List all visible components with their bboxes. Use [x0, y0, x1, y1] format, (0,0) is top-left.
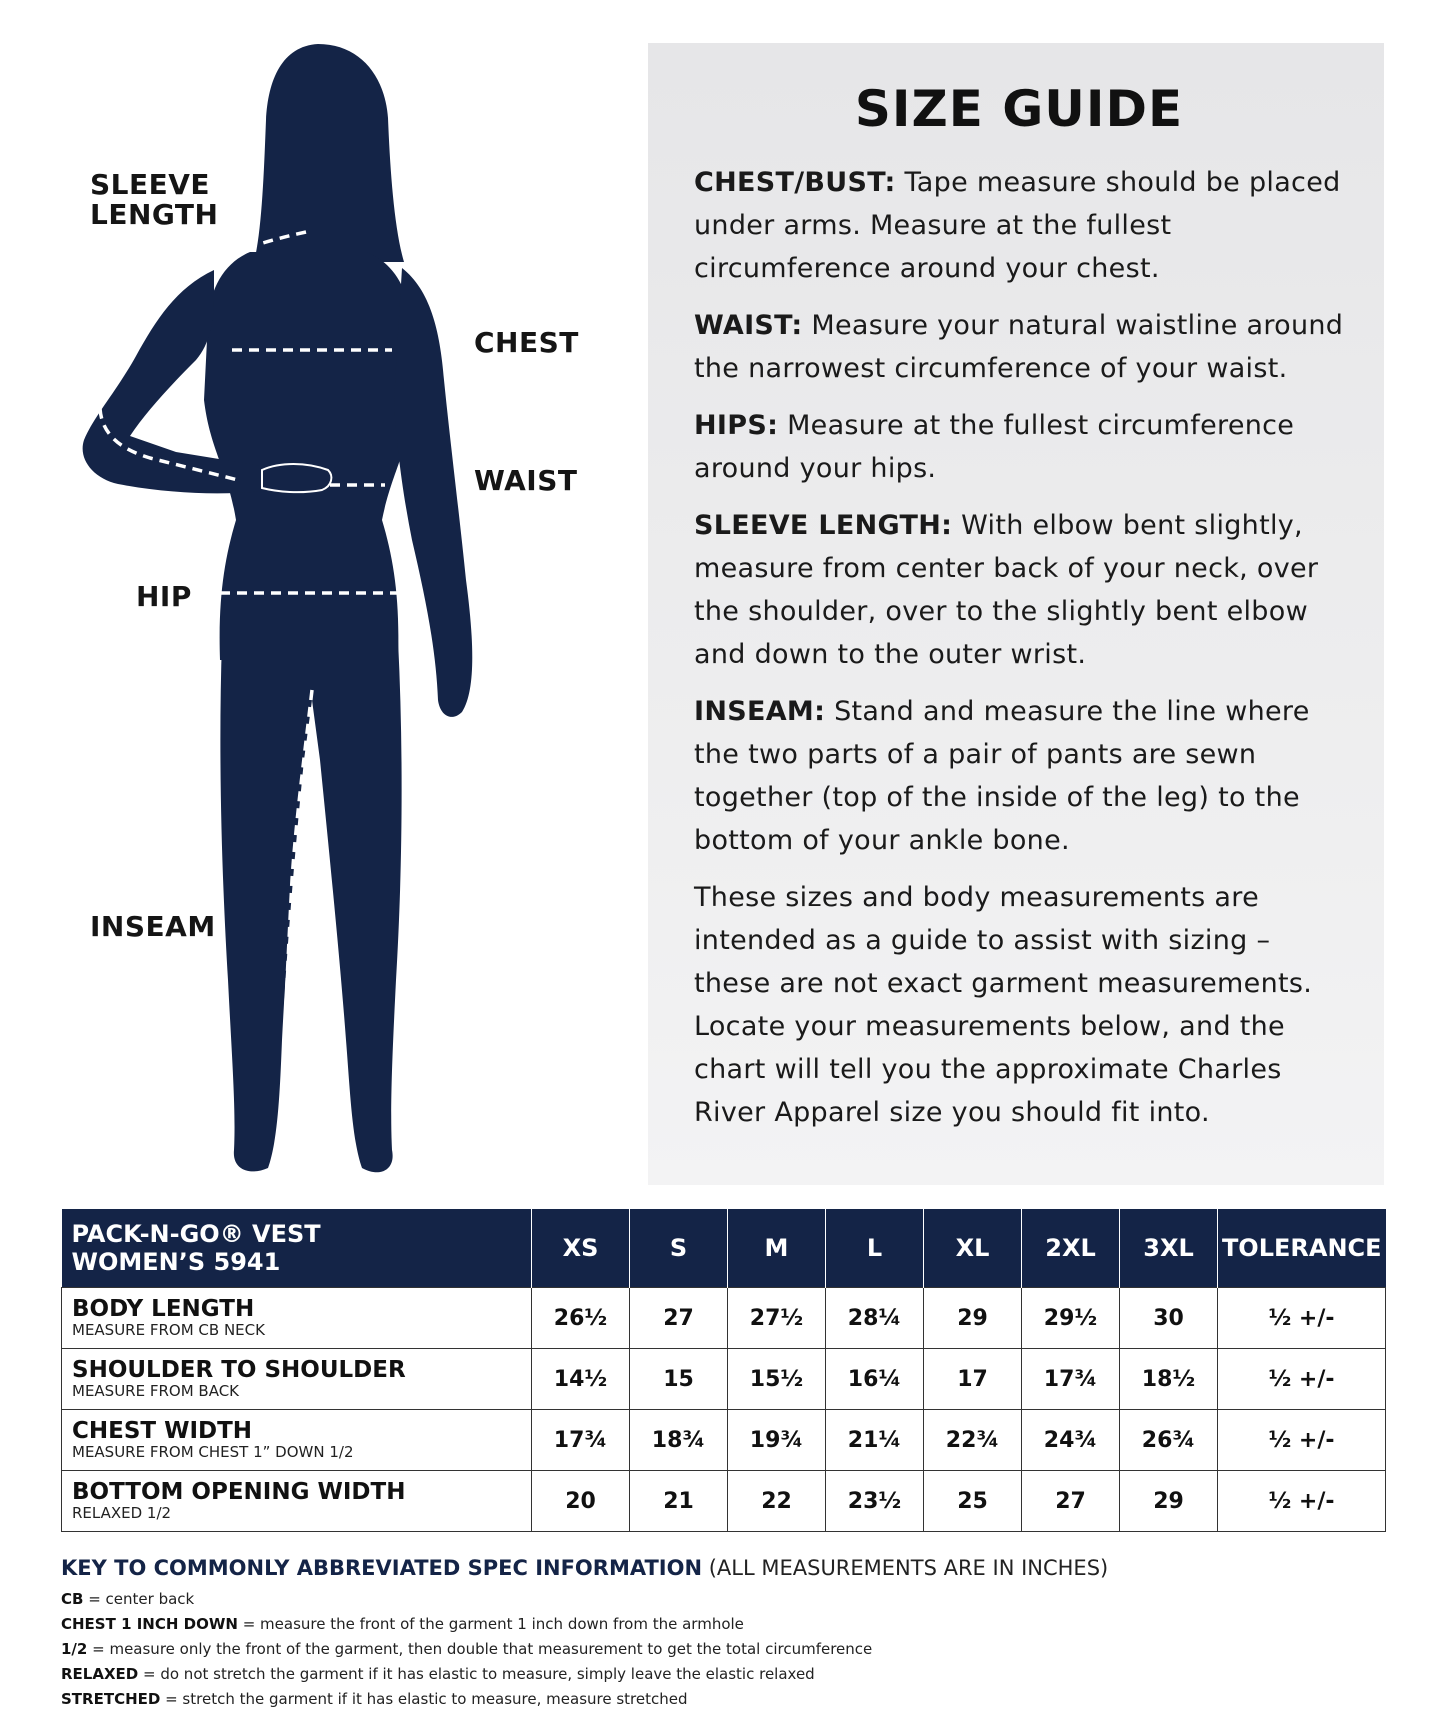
figure-hand — [262, 464, 331, 492]
guide-text: Measure your natural waistline around the narrowest circumference of your waist. — [694, 310, 1344, 384]
table-cell: 17 — [924, 1349, 1022, 1410]
table-cell: 22 — [728, 1471, 826, 1532]
size-header-s: S — [630, 1209, 728, 1288]
figure-hanging-arm — [394, 268, 472, 717]
figure-torso — [204, 252, 412, 660]
table-cell: 26¾ — [1120, 1410, 1218, 1471]
label-hip: HIP — [136, 580, 192, 613]
table-cell: 28¼ — [826, 1288, 924, 1349]
table-cell: 29½ — [1022, 1288, 1120, 1349]
guide-disclaimer: These sizes and body measurements are intended as a guide to assist with sizing – these are not exact garment measurements. Locate your measurements below, and the chart will tell you the approximate Charles River Apparel size you should fit into. — [694, 882, 1313, 1128]
table-cell: 16¼ — [826, 1349, 924, 1410]
guide-item-inseam — [694, 690, 1344, 862]
guide-text: Stand and measure the line where the two parts of a pair of pants are sewn together (top of the inside of the leg) to the bottom of your ankle bone. — [694, 696, 1310, 856]
key-entry: CHEST 1 INCH DOWN = measure the front of the garment 1 inch down from the armhole — [61, 1615, 744, 1633]
table-header-row — [62, 1209, 1386, 1288]
body-figure-illustration — [0, 0, 650, 1200]
table-cell: 15 — [630, 1349, 728, 1410]
spec-table — [61, 1209, 1386, 1532]
table-cell: 25 — [924, 1471, 1022, 1532]
table-row — [62, 1410, 1386, 1471]
table-cell: 19¾ — [728, 1410, 826, 1471]
guide-term: WAIST: — [694, 310, 803, 341]
figure-legs — [220, 640, 401, 1172]
guide-text: With elbow bent slightly, measure from center back of your neck, over the shoulder, over to the slightly bent elbow and down to the outer wrist. — [694, 510, 1319, 670]
label-sleeve-length: SLEEVE LENGTH — [90, 168, 219, 231]
size-header-3xl: 3XL — [1120, 1209, 1218, 1288]
key-title-note: (ALL MEASUREMENTS ARE IN INCHES) — [702, 1556, 1109, 1580]
size-header-l: L — [826, 1209, 924, 1288]
table-cell: 20 — [532, 1471, 630, 1532]
table-cell: 24¾ — [1022, 1410, 1120, 1471]
table-cell: 30 — [1120, 1288, 1218, 1349]
table-cell: 27 — [1022, 1471, 1120, 1532]
product-name-header: PACK-N-GO® VEST WOMEN’S 5941 — [62, 1209, 532, 1288]
row-label: BODY LENGTH MEASURE FROM CB NECK — [62, 1288, 532, 1349]
tolerance-header: TOLERANCE — [1218, 1209, 1386, 1288]
table-row — [62, 1471, 1386, 1532]
table-row — [62, 1349, 1386, 1410]
table-cell: 17¾ — [532, 1410, 630, 1471]
key-entry: CB = center back — [61, 1590, 195, 1608]
table-cell: 17¾ — [1022, 1349, 1120, 1410]
table-cell: 18¾ — [630, 1410, 728, 1471]
guide-item-sleeve-length — [694, 504, 1344, 676]
table-cell: 27 — [630, 1288, 728, 1349]
guide-item-waist — [694, 304, 1344, 390]
tolerance-cell: ½ +/- — [1218, 1471, 1386, 1532]
size-header-m: M — [728, 1209, 826, 1288]
key-entry: RELAXED = do not stretch the garment if it has elastic to measure, simply leave the elastic relaxed — [61, 1665, 815, 1683]
tolerance-cell: ½ +/- — [1218, 1288, 1386, 1349]
guide-term: CHEST/BUST: — [694, 167, 896, 198]
table-cell: 22¾ — [924, 1410, 1022, 1471]
key-entry: 1/2 = measure only the front of the garment, then double that measurement to get the total circumference — [61, 1640, 873, 1658]
key-title: KEY TO COMMONLY ABBREVIATED SPEC INFORMATION (ALL MEASUREMENTS ARE IN INCHES) — [61, 1556, 1109, 1580]
table-cell: 29 — [1120, 1471, 1218, 1532]
size-header-2xl: 2XL — [1022, 1209, 1120, 1288]
table-cell: 26½ — [532, 1288, 630, 1349]
label-chest: CHEST — [474, 326, 579, 359]
label-waist: WAIST — [474, 464, 578, 497]
table-cell: 15½ — [728, 1349, 826, 1410]
table-cell: 18½ — [1120, 1349, 1218, 1410]
row-label: CHEST WIDTH MEASURE FROM CHEST 1” DOWN 1/2 — [62, 1410, 532, 1471]
table-cell: 21¼ — [826, 1410, 924, 1471]
guide-text: Measure at the fullest circumference around your hips. — [694, 410, 1295, 484]
guide-item-hips — [694, 404, 1344, 490]
size-guide-title: SIZE GUIDE — [854, 80, 1184, 138]
row-label: SHOULDER TO SHOULDER MEASURE FROM BACK — [62, 1349, 532, 1410]
guide-text: Tape measure should be placed under arms. Measure at the fullest circumference around your chest. — [694, 167, 1341, 284]
guide-term: INSEAM: — [694, 696, 826, 727]
key-entry: STRETCHED = stretch the garment if it has elastic to measure, measure stretched — [61, 1690, 688, 1708]
tolerance-cell: ½ +/- — [1218, 1349, 1386, 1410]
table-cell: 14½ — [532, 1349, 630, 1410]
table-row — [62, 1288, 1386, 1349]
size-header-xs: XS — [532, 1209, 630, 1288]
guide-item-chest — [694, 161, 1344, 290]
size-header-xl: XL — [924, 1209, 1022, 1288]
table-cell: 27½ — [728, 1288, 826, 1349]
row-label: BOTTOM OPENING WIDTH RELAXED 1/2 — [62, 1471, 532, 1532]
tolerance-cell: ½ +/- — [1218, 1410, 1386, 1471]
abbreviation-key — [61, 1553, 1385, 1712]
guide-term: SLEEVE LENGTH: — [694, 510, 953, 541]
size-guide-panel — [648, 43, 1384, 1185]
guide-term: HIPS: — [694, 410, 779, 441]
table-cell: 23½ — [826, 1471, 924, 1532]
label-inseam: INSEAM — [90, 910, 216, 943]
table-cell: 21 — [630, 1471, 728, 1532]
table-cell: 29 — [924, 1288, 1022, 1349]
